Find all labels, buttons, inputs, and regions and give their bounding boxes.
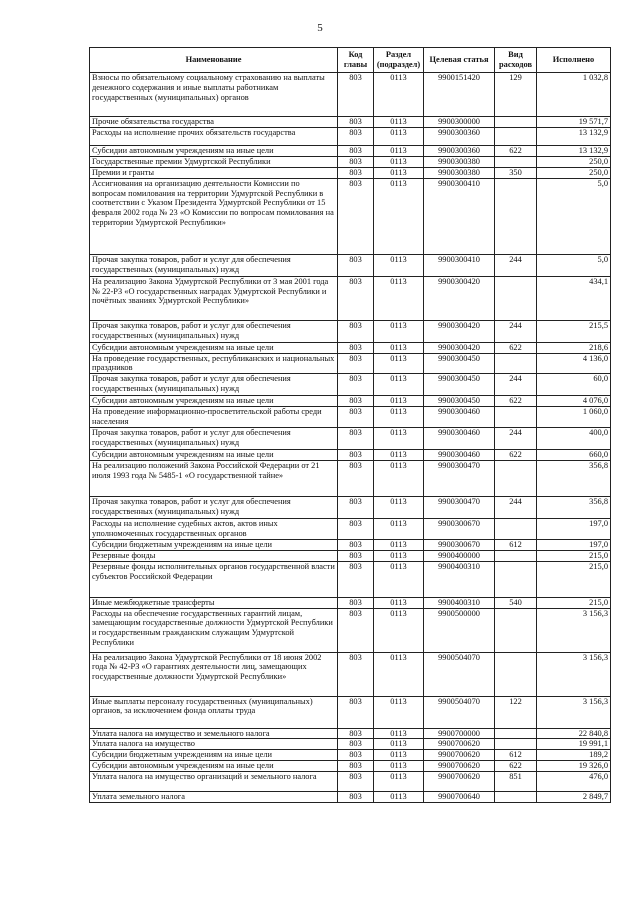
cell-name: На проведение информационно-просветительской работы среди населения bbox=[90, 407, 338, 428]
cell-item: 9900700620 bbox=[424, 750, 495, 761]
cell-item: 9900300360 bbox=[424, 145, 495, 156]
cell-item: 9900300470 bbox=[424, 460, 495, 496]
cell-code: 803 bbox=[338, 608, 374, 652]
cell-code: 803 bbox=[338, 460, 374, 496]
header-section: Раздел (подраздел) bbox=[374, 48, 424, 73]
cell-section: 0113 bbox=[374, 518, 424, 539]
table-row bbox=[90, 374, 611, 396]
header-amount: Исполнено bbox=[537, 48, 611, 73]
cell-amount: 3 156,3 bbox=[537, 652, 611, 696]
cell-item: 9900700620 bbox=[424, 739, 495, 750]
cell-section: 0113 bbox=[374, 342, 424, 353]
cell-section: 0113 bbox=[374, 597, 424, 608]
cell-type: 612 bbox=[495, 539, 537, 550]
cell-code: 803 bbox=[338, 561, 374, 597]
cell-amount: 476,0 bbox=[537, 772, 611, 792]
table-row bbox=[90, 320, 611, 342]
cell-amount: 5,0 bbox=[537, 178, 611, 254]
cell-section: 0113 bbox=[374, 145, 424, 156]
cell-type bbox=[495, 652, 537, 696]
cell-item: 9900700640 bbox=[424, 792, 495, 803]
cell-name: Расходы на обеспечение государственных гарантий лицам, замещающим государственные должности Удмуртской Республики и государственным гражданским служащим Удмуртской Республики bbox=[90, 608, 338, 652]
table-row bbox=[90, 539, 611, 550]
cell-section: 0113 bbox=[374, 276, 424, 320]
cell-section: 0113 bbox=[374, 353, 424, 374]
cell-type bbox=[495, 276, 537, 320]
cell-code: 803 bbox=[338, 145, 374, 156]
cell-name: Резервные фонды bbox=[90, 550, 338, 561]
cell-type: 540 bbox=[495, 597, 537, 608]
cell-item: 9900300670 bbox=[424, 539, 495, 550]
cell-type bbox=[495, 518, 537, 539]
cell-code: 803 bbox=[338, 353, 374, 374]
table-row bbox=[90, 792, 611, 803]
cell-code: 803 bbox=[338, 156, 374, 167]
table-row bbox=[90, 156, 611, 167]
cell-name: Уплата земельного налога bbox=[90, 792, 338, 803]
cell-item: 9900151420 bbox=[424, 73, 495, 117]
cell-code: 803 bbox=[338, 396, 374, 407]
cell-code: 803 bbox=[338, 597, 374, 608]
header-name: Наименование bbox=[90, 48, 338, 73]
cell-item: 9900300420 bbox=[424, 320, 495, 342]
cell-section: 0113 bbox=[374, 156, 424, 167]
cell-name: Прочая закупка товаров, работ и услуг для обеспечения государственных (муниципальных) нужд bbox=[90, 254, 338, 276]
cell-amount: 4 076,0 bbox=[537, 396, 611, 407]
cell-amount: 434,1 bbox=[537, 276, 611, 320]
table-row bbox=[90, 450, 611, 461]
cell-item: 9900300670 bbox=[424, 518, 495, 539]
cell-section: 0113 bbox=[374, 73, 424, 117]
cell-type: 122 bbox=[495, 696, 537, 728]
cell-type bbox=[495, 156, 537, 167]
cell-name: Резервные фонды исполнительных органов государственной власти субъектов Российской Федерации bbox=[90, 561, 338, 597]
cell-name: Субсидии автономным учреждениям на иные цели bbox=[90, 761, 338, 772]
header-type: Вид расходов bbox=[495, 48, 537, 73]
cell-item: 9900300420 bbox=[424, 276, 495, 320]
cell-code: 803 bbox=[338, 167, 374, 178]
cell-amount: 197,0 bbox=[537, 518, 611, 539]
cell-amount: 3 156,3 bbox=[537, 696, 611, 728]
header-code: Код главы bbox=[338, 48, 374, 73]
cell-item: 9900300450 bbox=[424, 353, 495, 374]
cell-section: 0113 bbox=[374, 539, 424, 550]
cell-type: 622 bbox=[495, 396, 537, 407]
cell-type: 129 bbox=[495, 73, 537, 117]
table-row bbox=[90, 407, 611, 428]
table-row bbox=[90, 460, 611, 496]
cell-name: Уплата налога на имущество bbox=[90, 739, 338, 750]
cell-type bbox=[495, 127, 537, 145]
cell-type bbox=[495, 608, 537, 652]
cell-name: Расходы на исполнение судебных актов, актов иных уполномоченных государственных органов bbox=[90, 518, 338, 539]
cell-name: Прочая закупка товаров, работ и услуг для обеспечения государственных (муниципальных) нужд bbox=[90, 320, 338, 342]
table-row bbox=[90, 608, 611, 652]
cell-item: 9900300450 bbox=[424, 374, 495, 396]
cell-type: 244 bbox=[495, 320, 537, 342]
cell-section: 0113 bbox=[374, 460, 424, 496]
cell-name: На проведение государственных, республиканских и национальных праздников bbox=[90, 353, 338, 374]
cell-name: Прочие обязательства государства bbox=[90, 117, 338, 128]
table-row bbox=[90, 652, 611, 696]
cell-type bbox=[495, 739, 537, 750]
cell-amount: 189,2 bbox=[537, 750, 611, 761]
cell-amount: 215,0 bbox=[537, 550, 611, 561]
cell-item: 9900300460 bbox=[424, 450, 495, 461]
cell-amount: 1 032,8 bbox=[537, 73, 611, 117]
table-row bbox=[90, 750, 611, 761]
cell-type: 622 bbox=[495, 145, 537, 156]
cell-item: 9900300000 bbox=[424, 117, 495, 128]
cell-name: Иные межбюджетные трансферты bbox=[90, 597, 338, 608]
cell-amount: 22 840,8 bbox=[537, 728, 611, 739]
cell-code: 803 bbox=[338, 772, 374, 792]
cell-type: 622 bbox=[495, 450, 537, 461]
cell-section: 0113 bbox=[374, 117, 424, 128]
cell-section: 0113 bbox=[374, 407, 424, 428]
cell-item: 9900700000 bbox=[424, 728, 495, 739]
cell-code: 803 bbox=[338, 750, 374, 761]
cell-amount: 250,0 bbox=[537, 156, 611, 167]
table-row bbox=[90, 428, 611, 450]
table-row bbox=[90, 276, 611, 320]
cell-code: 803 bbox=[338, 117, 374, 128]
cell-code: 803 bbox=[338, 539, 374, 550]
cell-item: 9900300460 bbox=[424, 407, 495, 428]
cell-section: 0113 bbox=[374, 550, 424, 561]
table-row bbox=[90, 696, 611, 728]
cell-name: Расходы на исполнение прочих обязательств государства bbox=[90, 127, 338, 145]
cell-type bbox=[495, 117, 537, 128]
table-row bbox=[90, 550, 611, 561]
cell-item: 9900400310 bbox=[424, 597, 495, 608]
cell-code: 803 bbox=[338, 450, 374, 461]
cell-code: 803 bbox=[338, 761, 374, 772]
cell-name: Прочая закупка товаров, работ и услуг для обеспечения государственных (муниципальных) нужд bbox=[90, 374, 338, 396]
table-row bbox=[90, 728, 611, 739]
cell-code: 803 bbox=[338, 407, 374, 428]
cell-item: 9900300450 bbox=[424, 396, 495, 407]
cell-name: Взносы по обязательному социальному страхованию на выплаты денежного содержания и иные выплаты работникам государственных (муниципальных) органов bbox=[90, 73, 338, 117]
cell-type: 622 bbox=[495, 761, 537, 772]
cell-name: На реализацию положений Закона Российской Федерации от 21 июля 1993 года № 5485-1 «О государственной тайне» bbox=[90, 460, 338, 496]
cell-item: 9900300460 bbox=[424, 428, 495, 450]
cell-code: 803 bbox=[338, 739, 374, 750]
cell-section: 0113 bbox=[374, 696, 424, 728]
cell-type bbox=[495, 561, 537, 597]
cell-name: Государственные премии Удмуртской Республики bbox=[90, 156, 338, 167]
cell-type bbox=[495, 460, 537, 496]
cell-code: 803 bbox=[338, 320, 374, 342]
cell-code: 803 bbox=[338, 254, 374, 276]
cell-item: 9900300410 bbox=[424, 178, 495, 254]
cell-name: Субсидии автономным учреждениям на иные цели bbox=[90, 145, 338, 156]
cell-name: Уплата налога на имущество и земельного налога bbox=[90, 728, 338, 739]
cell-amount: 2 849,7 bbox=[537, 792, 611, 803]
cell-section: 0113 bbox=[374, 728, 424, 739]
cell-type: 612 bbox=[495, 750, 537, 761]
table-row bbox=[90, 353, 611, 374]
table-row bbox=[90, 127, 611, 145]
cell-amount: 356,8 bbox=[537, 460, 611, 496]
page-number: 5 bbox=[317, 22, 323, 34]
table-row bbox=[90, 772, 611, 792]
cell-amount: 356,8 bbox=[537, 496, 611, 518]
cell-section: 0113 bbox=[374, 374, 424, 396]
cell-amount: 19 991,1 bbox=[537, 739, 611, 750]
cell-type bbox=[495, 728, 537, 739]
cell-code: 803 bbox=[338, 792, 374, 803]
cell-amount: 1 060,0 bbox=[537, 407, 611, 428]
cell-code: 803 bbox=[338, 374, 374, 396]
cell-section: 0113 bbox=[374, 254, 424, 276]
cell-section: 0113 bbox=[374, 792, 424, 803]
expenditure-table bbox=[89, 47, 611, 803]
cell-amount: 215,0 bbox=[537, 561, 611, 597]
table-body bbox=[90, 73, 611, 803]
cell-code: 803 bbox=[338, 127, 374, 145]
cell-item: 9900300380 bbox=[424, 167, 495, 178]
cell-amount: 215,5 bbox=[537, 320, 611, 342]
cell-section: 0113 bbox=[374, 739, 424, 750]
cell-type: 851 bbox=[495, 772, 537, 792]
cell-name: Прочая закупка товаров, работ и услуг для обеспечения государственных (муниципальных) нужд bbox=[90, 496, 338, 518]
cell-code: 803 bbox=[338, 728, 374, 739]
cell-section: 0113 bbox=[374, 178, 424, 254]
table-row bbox=[90, 178, 611, 254]
cell-item: 9900400000 bbox=[424, 550, 495, 561]
cell-type: 622 bbox=[495, 342, 537, 353]
cell-code: 803 bbox=[338, 73, 374, 117]
cell-code: 803 bbox=[338, 428, 374, 450]
cell-name: Субсидии автономным учреждениям на иные цели bbox=[90, 396, 338, 407]
cell-code: 803 bbox=[338, 276, 374, 320]
cell-type: 244 bbox=[495, 254, 537, 276]
table-row bbox=[90, 117, 611, 128]
cell-amount: 5,0 bbox=[537, 254, 611, 276]
cell-item: 9900500000 bbox=[424, 608, 495, 652]
cell-type bbox=[495, 550, 537, 561]
cell-item: 9900700620 bbox=[424, 772, 495, 792]
cell-amount: 19 571,7 bbox=[537, 117, 611, 128]
cell-name: Прочая закупка товаров, работ и услуг для обеспечения государственных (муниципальных) нужд bbox=[90, 428, 338, 450]
cell-code: 803 bbox=[338, 178, 374, 254]
cell-section: 0113 bbox=[374, 450, 424, 461]
cell-type bbox=[495, 178, 537, 254]
table-row bbox=[90, 496, 611, 518]
cell-amount: 250,0 bbox=[537, 167, 611, 178]
cell-section: 0113 bbox=[374, 127, 424, 145]
cell-item: 9900300360 bbox=[424, 127, 495, 145]
cell-amount: 215,0 bbox=[537, 597, 611, 608]
table-row bbox=[90, 254, 611, 276]
cell-amount: 3 156,3 bbox=[537, 608, 611, 652]
cell-section: 0113 bbox=[374, 652, 424, 696]
cell-amount: 13 132,9 bbox=[537, 127, 611, 145]
table-row bbox=[90, 396, 611, 407]
table-row bbox=[90, 518, 611, 539]
cell-section: 0113 bbox=[374, 761, 424, 772]
cell-code: 803 bbox=[338, 696, 374, 728]
cell-section: 0113 bbox=[374, 561, 424, 597]
cell-name: Субсидии автономным учреждениям на иные цели bbox=[90, 342, 338, 353]
cell-section: 0113 bbox=[374, 496, 424, 518]
cell-amount: 197,0 bbox=[537, 539, 611, 550]
table-row bbox=[90, 342, 611, 353]
header-item: Целевая статья bbox=[424, 48, 495, 73]
cell-amount: 4 136,0 bbox=[537, 353, 611, 374]
cell-section: 0113 bbox=[374, 396, 424, 407]
cell-code: 803 bbox=[338, 342, 374, 353]
cell-name: Ассигнования на организацию деятельности Комиссии по вопросам помилования на территории Удмуртской Республики в соответствии с Указом Президента Удмуртской Республики от 15 февраля 2002 года № 23 «О Комиссии по вопросам помилования на территории Удмуртской Республики» bbox=[90, 178, 338, 254]
cell-code: 803 bbox=[338, 496, 374, 518]
cell-type: 244 bbox=[495, 374, 537, 396]
cell-name: Субсидии бюджетным учреждениям на иные цели bbox=[90, 750, 338, 761]
cell-type bbox=[495, 407, 537, 428]
cell-name: Премии и гранты bbox=[90, 167, 338, 178]
cell-item: 9900700620 bbox=[424, 761, 495, 772]
cell-section: 0113 bbox=[374, 428, 424, 450]
cell-section: 0113 bbox=[374, 320, 424, 342]
cell-amount: 19 326,0 bbox=[537, 761, 611, 772]
cell-name: Уплата налога на имущество организаций и земельного налога bbox=[90, 772, 338, 792]
cell-name: На реализацию Закона Удмуртской Республики от 3 мая 2001 года № 22-РЗ «О государственных наградах Удмуртской Республики и почётных званиях Удмуртской Республики» bbox=[90, 276, 338, 320]
cell-name: На реализацию Закона Удмуртской Республики от 18 июня 2002 года № 42-РЗ «О гарантиях деятельности лиц, замещающих государственные должности Удмуртской Республики» bbox=[90, 652, 338, 696]
cell-name: Иные выплаты персоналу государственных (муниципальных) органов, за исключением фонда оплаты труда bbox=[90, 696, 338, 728]
cell-section: 0113 bbox=[374, 167, 424, 178]
cell-type bbox=[495, 353, 537, 374]
cell-name: Субсидии автономным учреждениям на иные цели bbox=[90, 450, 338, 461]
cell-amount: 13 132,9 bbox=[537, 145, 611, 156]
table-row bbox=[90, 73, 611, 117]
cell-type: 350 bbox=[495, 167, 537, 178]
cell-name: Субсидии бюджетным учреждениям на иные цели bbox=[90, 539, 338, 550]
cell-item: 9900504070 bbox=[424, 696, 495, 728]
cell-code: 803 bbox=[338, 652, 374, 696]
cell-type: 244 bbox=[495, 428, 537, 450]
table-row bbox=[90, 145, 611, 156]
cell-item: 9900300380 bbox=[424, 156, 495, 167]
cell-type bbox=[495, 792, 537, 803]
cell-section: 0113 bbox=[374, 608, 424, 652]
table-row bbox=[90, 561, 611, 597]
cell-amount: 60,0 bbox=[537, 374, 611, 396]
table-header-row bbox=[90, 48, 611, 73]
cell-amount: 218,6 bbox=[537, 342, 611, 353]
table-row bbox=[90, 167, 611, 178]
cell-amount: 400,0 bbox=[537, 428, 611, 450]
cell-section: 0113 bbox=[374, 750, 424, 761]
cell-code: 803 bbox=[338, 550, 374, 561]
cell-item: 9900300420 bbox=[424, 342, 495, 353]
cell-section: 0113 bbox=[374, 772, 424, 792]
table-row bbox=[90, 761, 611, 772]
cell-item: 9900504070 bbox=[424, 652, 495, 696]
table-row bbox=[90, 597, 611, 608]
cell-item: 9900300410 bbox=[424, 254, 495, 276]
cell-code: 803 bbox=[338, 518, 374, 539]
cell-item: 9900300470 bbox=[424, 496, 495, 518]
cell-type: 244 bbox=[495, 496, 537, 518]
cell-amount: 660,0 bbox=[537, 450, 611, 461]
cell-item: 9900400310 bbox=[424, 561, 495, 597]
table-row bbox=[90, 739, 611, 750]
